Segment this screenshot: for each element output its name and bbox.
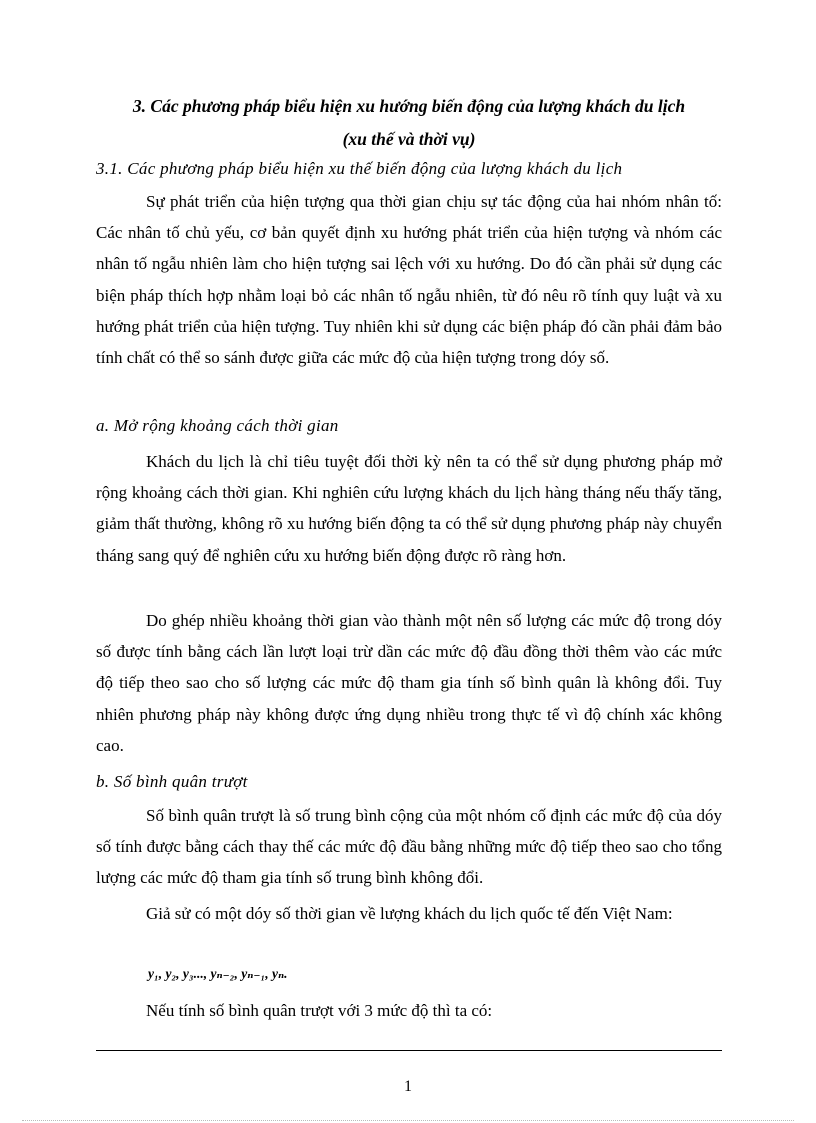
section-title-continuation: (xu thế và thời vụ) (342, 129, 476, 149)
subheading-3-1: 3.1. Các phương pháp biểu hiện xu thế biến động của lượng khách du lịch (96, 159, 623, 178)
subheading-b: b. Số bình quân trượt (96, 772, 248, 791)
paragraph-a1: Khách du lịch là chỉ tiêu tuyệt đối thời kỳ nên ta có thể sử dụng phương pháp mở rộng khoảng cách thời gian. Khi nghiên cứu lượng khách du lịch hàng tháng nếu thấy tăng, giảm thất thường, không rõ xu hướng biến động ta có thể sử dụng phương pháp này chuyển tháng sang quý để nghiên cứu xu hướng biến động được rõ ràng hơn. (96, 452, 722, 565)
series-formula: y₁, y₂, y₃..., yₙ₋₂, yₙ₋₁, yₙ. (148, 966, 288, 981)
page-edge-dotted-line (22, 1120, 794, 1121)
paragraph-b3: Nếu tính số bình quân trượt với 3 mức độ thì ta có: (146, 1001, 493, 1020)
page-number: 1 (404, 1078, 412, 1095)
section-title: 3. Các phương pháp biểu hiện xu hướng biến động của lượng khách du lịch (132, 96, 686, 116)
paragraph-intro: Sự phát triển của hiện tượng qua thời gian chịu sự tác động của hai nhóm nhân tố: Các nhân tố chủ yếu, cơ bản quyết định xu hướng phát triển của hiện tượng và nhóm các nhân tố ngẫu nhiên làm cho hiện tượng sai lệch với xu hướng. Do đó cần phải sử dụng các biện pháp thích hợp nhằm loại bỏ các nhân tố ngẫu nhiên, từ đó nêu rõ tính quy luật và xu hướng phát triển của hiện tượng. Tuy nhiên khi sử dụng các biện pháp đó cần phải đảm bảo tính chất có thể so sánh được giữa các mức độ của hiện tượng trong dóy số. (96, 192, 722, 368)
subheading-a: a. Mở rộng khoảng cách thời gian (96, 416, 339, 435)
paragraph-b2: Giả sử có một dóy số thời gian về lượng khách du lịch quốc tế đến Việt Nam: (146, 904, 673, 923)
paragraph-b1: Số bình quân trượt là số trung bình cộng của một nhóm cố định các mức độ của dóy số tính được bằng cách thay thế các mức độ đầu bằng những mức độ tiếp theo sao cho tổng lượng các mức độ tham gia tính số trung bình không đổi. (96, 806, 722, 888)
footer-rule (96, 1050, 722, 1051)
paragraph-a2: Do ghép nhiều khoảng thời gian vào thành một nên số lượng các mức độ trong dóy số được tính bằng cách lần lượt loại trừ dần các mức độ đầu đồng thời thêm vào các mức độ tiếp theo sao cho số lượng các mức độ tham gia tính số bình quân là không đổi. Tuy nhiên phương pháp này không được ứng dụng nhiều trong thực tế vì độ chính xác không cao. (96, 611, 722, 755)
